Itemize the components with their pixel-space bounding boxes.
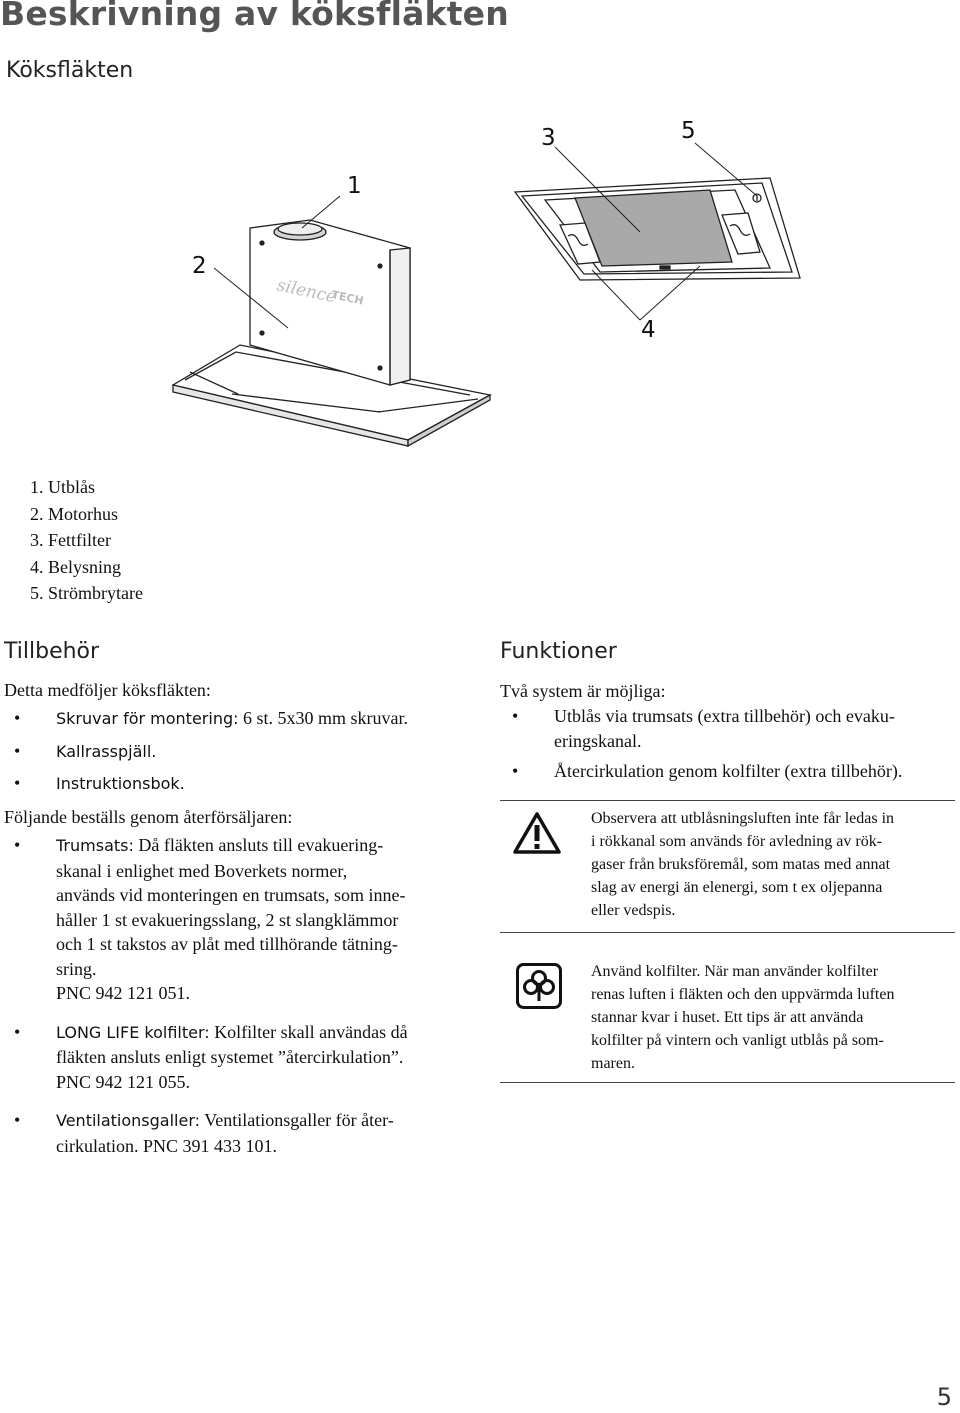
included-item: • Kallrasspjäll. [14,740,157,761]
figure-legend [30,474,143,607]
divider [500,800,955,801]
divider [500,932,955,933]
legend-item: 3. Fettfilter [30,530,111,550]
included-item: • Skruvar för montering: 6 st. 5x30 mm skruvar. [14,708,409,728]
page-title: Beskrivning av köksfläkten [0,0,509,33]
funktioner-heading: Funktioner [500,639,617,664]
brand-logo: silence [274,275,339,308]
funktioner-item: • Återcirkulation genom kolfilter (extra tillbehör). [512,761,903,781]
legend-item: 2. Motorhus [30,503,119,524]
warning-note: Observera att utblåsningsluften inte får ledas in i rökkanal som används för avledning av rök- gaser från bruksföremål, som matas med annat slag av energi än elenergi, som t ex oljepanna eller vedspis. [591,810,895,919]
clover-icon [516,963,562,1009]
order-item-longlife: • LONG LIFE kolfilter: Kolfilter skall användas då fläkten ansluts enligt systemet ”återcirkulation”. PNC 942 121 055. [14,1021,408,1092]
funktioner-intro: Två system är möjliga: [500,681,666,701]
brand-logo-tech: TECH [330,288,365,308]
order-intro: Följande beställs genom återförsäljaren: [4,807,293,827]
callout-1: 1 [347,173,362,199]
funktioner-item: • Utblås via trumsats (extra tillbehör) och evaku- eringskanal. [512,706,895,751]
legend-item: 4. Belysning [30,556,122,577]
order-item-ventilation: • Ventilationsgaller: Ventilationsgaller för åter- cirkulation. PNC 391 433 101. [14,1110,394,1156]
hood-bottom-view [515,178,800,280]
page-subtitle: Köksfläkten [6,58,134,83]
included-item: • Instruktionsbok. [14,773,185,793]
legend-item: 1. Utblås [30,477,95,497]
tillbehor-heading: Tillbehör [4,639,100,664]
warning-icon [513,812,561,854]
page-number: 5 [936,1383,952,1411]
included-list [0,706,470,797]
funktioner-list [498,704,958,784]
callout-4: 4 [641,317,656,343]
eco-note: Använd kolfilter. När man använder kolfilter renas luften i fläkten och den uppvärmda luften stannar kvar i huset. Ett tips är att använda kolfilter på vintern och vanligt utblås på som- maren. [591,963,895,1072]
hood-illustration [0,100,960,460]
callout-5: 5 [681,118,696,144]
hood-side-view [173,220,490,446]
order-list [0,833,480,1158]
legend-item: 5. Strömbrytare [30,583,143,603]
tillbehor-intro: Detta medföljer köksfläkten: [4,680,211,700]
divider [500,1082,955,1083]
order-item-trumsats: • Trumsats: Då fläkten ansluts till evakuering- skanal i enlighet med Boverkets normer, används vid monteringen en trumsats, som inne- håller 1 st evakueringsslang, 2 st slangklämmor och 1 st takstos av plåt med tillhörande tätning- sring. PNC 942 121 051. [14,835,406,1003]
callout-2: 2 [192,253,207,279]
callout-3: 3 [541,125,556,151]
